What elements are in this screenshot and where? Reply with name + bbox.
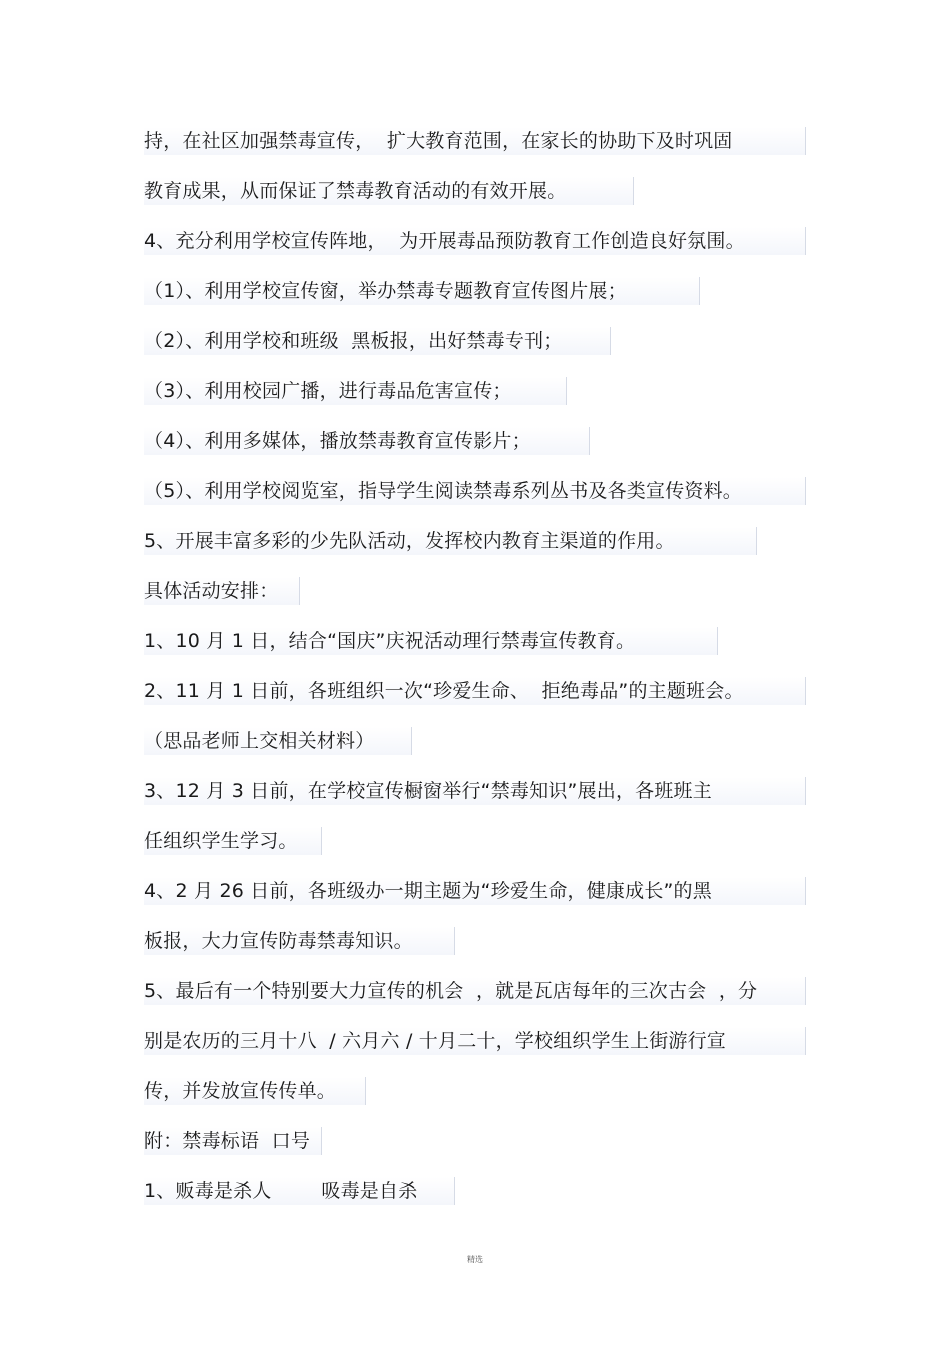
text-line-22: 1、贩毒是杀人 吸毒是自杀 (144, 1177, 455, 1205)
text-line-10: 具体活动安排： (144, 577, 300, 605)
text-line-16: 4、2 月 26 日前，各班级办一期主题为“珍爱生命，健康成长”的黑 (144, 877, 806, 905)
page-footer: 精选 (467, 1255, 483, 1264)
text-line-17: 板报，大力宣传防毒禁毒知识。 (144, 927, 455, 955)
text-line-6: （3）、利用校园广播，进行毒品危害宣传； (144, 377, 567, 405)
text-line-20: 传，并发放宣传传单。 (144, 1077, 366, 1105)
text-line-21: 附：禁毒标语 口号 (144, 1127, 322, 1155)
text-line-7: （4）、利用多媒体，播放禁毒教育宣传影片； (144, 427, 590, 455)
text-line-12: 2、11 月 1 日前，各班组织一次“珍爱生命、 拒绝毒品”的主题班会。 (144, 677, 806, 705)
text-line-3: 4、充分利用学校宣传阵地， 为开展毒品预防教育工作创造良好氛围。 (144, 227, 806, 255)
text-line-19: 别是农历的三月十八 / 六月六 / 十月二十，学校组织学生上街游行宣 (144, 1027, 806, 1055)
text-line-9: 5、开展丰富多彩的少先队活动，发挥校内教育主渠道的作用。 (144, 527, 757, 555)
text-line-2: 教育成果，从而保证了禁毒教育活动的有效开展。 (144, 177, 634, 205)
text-line-11: 1、10 月 1 日，结合“国庆”庆祝活动理行禁毒宣传教育。 (144, 627, 718, 655)
text-line-1: 持，在社区加强禁毒宣传， 扩大教育范围，在家长的协助下及时巩固 (144, 127, 806, 155)
text-line-4: （1）、利用学校宣传窗，举办禁毒专题教育宣传图片展； (144, 277, 700, 305)
text-line-13: （思品老师上交相关材料） (144, 727, 412, 755)
text-line-8: （5）、利用学校阅览室，指导学生阅读禁毒系列丛书及各类宣传资料。 (144, 477, 806, 505)
text-line-5: （2）、利用学校和班级 黑板报，出好禁毒专刊； (144, 327, 611, 355)
text-line-18: 5、最后有一个特别要大力宣传的机会 ，就是瓦店每年的三次古会 ，分 (144, 977, 806, 1005)
text-line-15: 任组织学生学习。 (144, 827, 322, 855)
text-line-14: 3、12 月 3 日前，在学校宣传橱窗举行“禁毒知识”展出，各班班主 (144, 777, 806, 805)
